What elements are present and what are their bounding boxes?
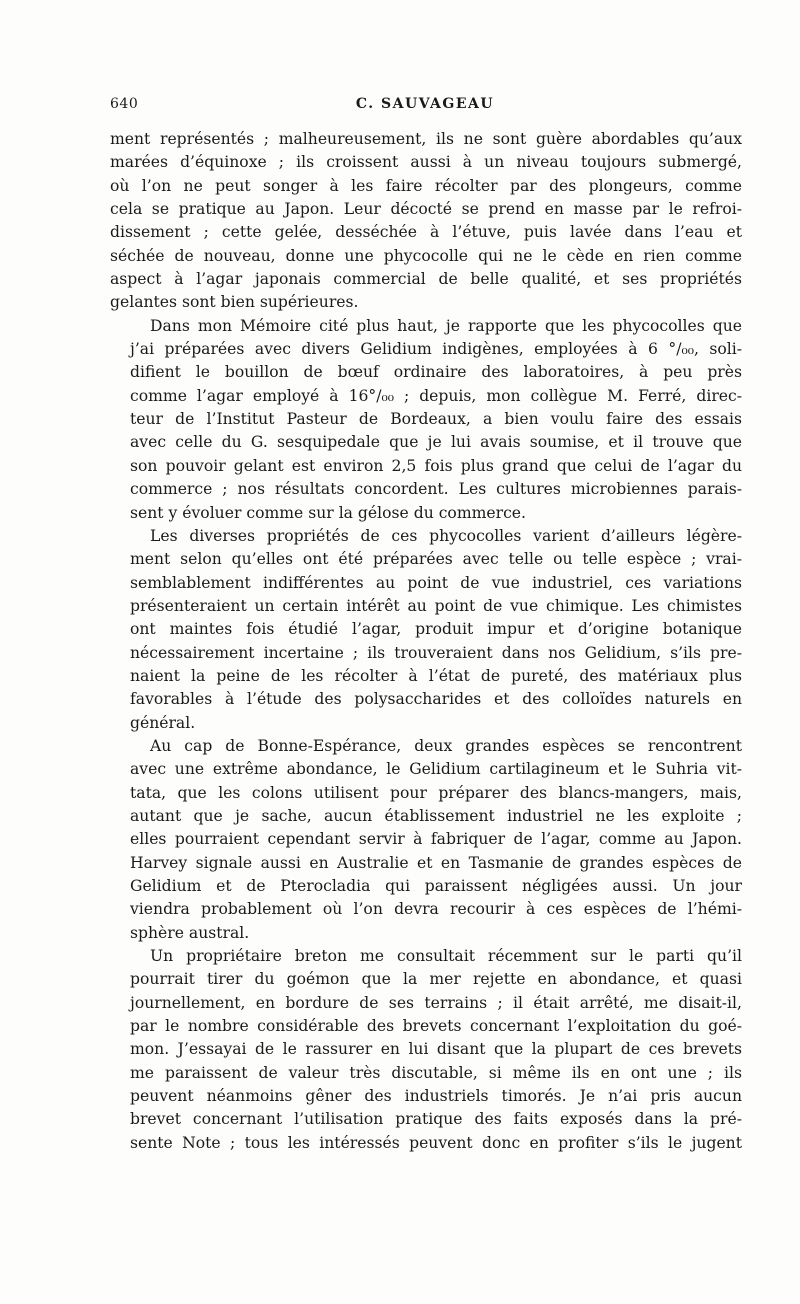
text-line: journellement, en bordure de ses terrains ; il était arrêté, me disait-il, <box>130 993 742 1012</box>
text-line: difient le bouillon de bœuf ordinaire des laboratoires, à peu près <box>130 363 742 382</box>
text-line: où l’on ne peut songer à les faire récolter par des plongeurs, comme <box>110 176 742 195</box>
running-title-author: C. SAUVAGEAU <box>355 96 495 112</box>
text-line: sphère austral. <box>130 923 250 942</box>
text-line: ment représentés ; malheureusement, ils ne sont guère abordables qu’aux <box>110 130 742 148</box>
text-line: avec une extrême abondance, le Gelidium cartilagineum et le Suhria vit- <box>130 760 742 779</box>
text-line: favorables à l’étude des polysaccharides et des colloïdes naturels en <box>130 690 742 709</box>
text-line: peuvent néanmoins gêner des industriels timorés. Je n’ai pris aucun <box>130 1087 742 1106</box>
text-line: ont maintes fois étudié l’agar, produit impur et d’origine botanique <box>130 620 742 639</box>
text-line: cela se pratique au Japon. Leur décocté se prend en masse par le refroi- <box>110 200 742 219</box>
text-line: brevet concernant l’utilisation pratique des faits exposés dans la pré- <box>130 1110 742 1129</box>
text-line: Gelidium et de Pterocladia qui paraissent négligées aussi. Un jour <box>130 877 742 895</box>
text-line: pourrait tirer du goémon que la mer rejette en abondance, et quasi <box>130 970 742 989</box>
text-line: j’ai préparées avec divers Gelidium indigènes, employées à 6 °/₀₀, soli- <box>130 340 742 359</box>
text-line: Harvey signale aussi en Australie et en Tasmanie de grandes espèces de <box>130 853 742 872</box>
text-line: teur de l’Institut Pasteur de Bordeaux, a bien voulu faire des essais <box>130 410 742 429</box>
text-line: sent y évoluer comme sur la gélose du commerce. <box>130 503 526 522</box>
text-line: sente Note ; tous les intéressés peuvent donc en profiter s’ils le jugent <box>130 1133 742 1152</box>
page-number: 640 <box>110 96 139 112</box>
text-line: par le nombre considérable des brevets concernant l’exploitation du goé- <box>130 1017 742 1036</box>
text-line: ment selon qu’elles ont été préparées avec telle ou telle espèce ; vrai- <box>130 550 742 569</box>
body-text <box>110 128 742 1155</box>
text-line: général. <box>130 713 196 732</box>
text-line: Les diverses propriétés de ces phycocolles varient d’ailleurs légère- <box>150 526 742 545</box>
text-line: me paraissent de valeur très discutable, si même ils en ont une ; ils <box>130 1063 742 1082</box>
paragraph <box>110 945 742 1155</box>
text-line: autant que je sache, aucun établissement industriel ne les exploite ; <box>130 806 742 825</box>
text-line: commerce ; nos résultats concordent. Les cultures microbiennes parais- <box>130 480 742 499</box>
text-line: Dans mon Mémoire cité plus haut, je rapporte que les phycocolles que <box>150 316 742 335</box>
text-line: nécessairement incertaine ; ils trouveraient dans nos Gelidium, s’ils pre- <box>130 643 742 662</box>
text-line: son pouvoir gelant est environ 2,5 fois plus grand que celui de l’agar du <box>130 456 742 475</box>
running-head <box>110 96 740 116</box>
text-line: Au cap de Bonne-Espérance, deux grandes espèces se rencontrent <box>150 736 742 755</box>
text-line: comme l’agar employé à 16°/₀₀ ; depuis, mon collègue M. Ferré, direc- <box>130 386 742 405</box>
text-line: Un propriétaire breton me consultait récemment sur le parti qu’il <box>150 947 742 966</box>
text-line: tata, que les colons utilisent pour préparer des blancs-mangers, mais, <box>130 783 742 802</box>
text-line: présenteraient un certain intérêt au point de vue chimique. Les chimistes <box>130 596 742 615</box>
text-line: séchée de nouveau, donne une phycocolle qui ne le cède en rien comme <box>110 246 742 265</box>
text-line: gelantes sont bien supérieures. <box>110 293 359 312</box>
text-line: avec celle du G. sesquipedale que je lui avais soumise, et il trouve que <box>130 433 742 452</box>
paragraph <box>110 735 742 945</box>
text-line: marées d’équinoxe ; ils croissent aussi à un niveau toujours submergé, <box>110 153 742 172</box>
text-line: elles pourraient cependant servir à fabriquer de l’agar, comme au Japon. <box>130 830 742 849</box>
paragraph <box>110 525 742 735</box>
paragraph <box>110 315 742 525</box>
text-line: mon. J’essayai de le rassurer en lui disant que la plupart de ces brevets <box>130 1040 742 1059</box>
text-line: semblablement indifférentes au point de vue industriel, ces variations <box>130 573 742 592</box>
paragraph <box>110 128 742 315</box>
text-line: naient la peine de les récolter à l’état de pureté, des matériaux plus <box>130 666 742 685</box>
text-line: aspect à l’agar japonais commercial de belle qualité, et ses propriétés <box>110 270 742 289</box>
text-line: viendra probablement où l’on devra recourir à ces espèces de l’hémi- <box>130 900 742 919</box>
text-line: dissement ; cette gelée, desséchée à l’étuve, puis lavée dans l’eau et <box>110 223 742 242</box>
